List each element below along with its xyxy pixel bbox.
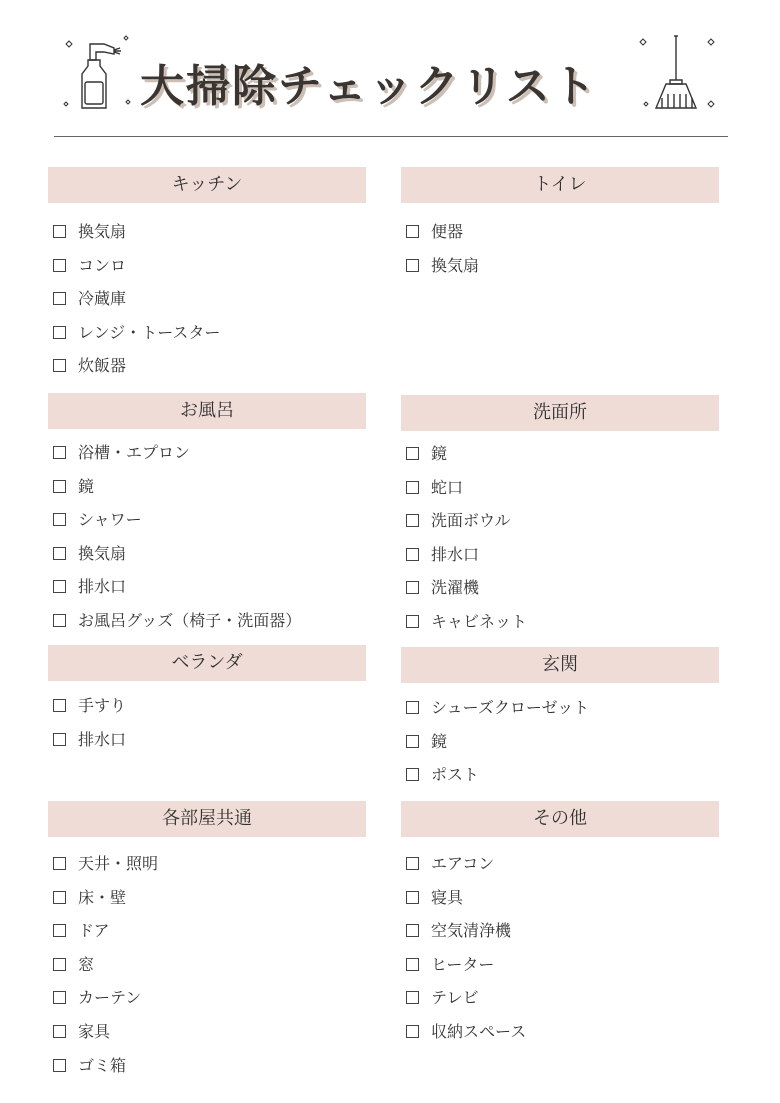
section-header: お風呂 (48, 393, 366, 429)
checklist-item-label: テレビ (431, 988, 479, 1008)
checklist-item (53, 321, 220, 345)
checkbox[interactable] (53, 924, 66, 937)
section-header: 玄関 (401, 647, 719, 683)
checklist-item-label: 洗濯機 (431, 578, 480, 597)
checklist-item (406, 886, 463, 910)
checkbox[interactable] (406, 225, 419, 238)
title-area (0, 0, 780, 140)
checkbox[interactable] (53, 857, 66, 870)
checklist-item-label: 炊飯器 (78, 356, 127, 375)
checklist-item-label: 排水口 (78, 577, 127, 596)
checklist-item (406, 254, 479, 278)
checkbox[interactable] (53, 359, 66, 372)
checklist-item (53, 919, 110, 943)
checkbox[interactable] (53, 733, 66, 746)
checklist-item-label: 鏡 (78, 476, 95, 496)
checkbox[interactable] (53, 225, 66, 238)
checklist-item-label: 鏡 (431, 444, 448, 463)
checklist-item-label: 洗面ボウル (431, 511, 511, 530)
checklist-item (406, 953, 494, 977)
checklist-item (53, 542, 126, 566)
checkbox[interactable] (406, 615, 419, 628)
checklist-item-label: 手すり (78, 696, 127, 715)
checkbox[interactable] (406, 958, 419, 971)
checkbox[interactable] (406, 924, 419, 937)
spray-bottle-icon (58, 34, 138, 116)
checkbox[interactable] (406, 857, 419, 870)
checklist-item-label: 鏡 (431, 731, 448, 751)
checklist-item (53, 220, 126, 244)
checklist-item-label: 寝具 (431, 887, 464, 907)
checklist-item-label: お風呂グッズ（椅子・洗面器） (78, 610, 302, 630)
checklist-item (406, 476, 463, 500)
checklist-item-label: 窓 (78, 954, 95, 974)
checkbox[interactable] (53, 580, 66, 593)
section-header: キッチン (48, 167, 366, 203)
checkbox[interactable] (406, 701, 419, 714)
checklist-item (406, 763, 479, 787)
checkbox[interactable] (406, 548, 419, 561)
checklist-item (406, 852, 494, 876)
checklist-item (406, 696, 589, 720)
checklist-item (406, 919, 511, 943)
page-title: 大掃除チェックリスト (140, 61, 598, 112)
checklist-item (406, 986, 479, 1010)
checkbox[interactable] (53, 891, 66, 904)
checklist-item-label: シャワー (78, 510, 142, 529)
checklist-item (53, 475, 94, 499)
section-header: 各部屋共通 (48, 801, 366, 837)
checklist-item-label: レンジ・トースター (78, 322, 221, 342)
checkbox[interactable] (53, 259, 66, 272)
checklist-item (53, 254, 126, 278)
checkbox[interactable] (406, 447, 419, 460)
checklist-item (406, 220, 463, 244)
checklist-item-label: ドア (78, 921, 110, 941)
section-header: その他 (401, 801, 719, 837)
checklist-item (53, 354, 126, 378)
section-header: トイレ (401, 167, 719, 203)
checklist-item-label: 換気扇 (78, 543, 127, 563)
checklist-item-label: 排水口 (431, 544, 480, 564)
checklist-item-label: 床・壁 (78, 887, 127, 907)
checklist-item-label: 排水口 (78, 729, 127, 749)
checklist-item-label: 蛇口 (431, 477, 464, 497)
checkbox[interactable] (406, 514, 419, 527)
checklist-item (53, 441, 190, 465)
broom-icon (636, 34, 722, 116)
checklist-item-label: カーテン (78, 988, 142, 1008)
checkbox[interactable] (53, 1025, 66, 1038)
checkbox[interactable] (406, 991, 419, 1004)
checklist-item (53, 508, 142, 532)
checklist-item (53, 287, 126, 311)
checklist-item-label: キャビネット (431, 611, 528, 631)
checklist-item (53, 953, 94, 977)
checklist-item (53, 609, 301, 633)
checklist-item (406, 1020, 526, 1044)
checklist-item (406, 610, 527, 634)
checklist-item-label: 天井・照明 (78, 854, 159, 873)
checkbox[interactable] (53, 480, 66, 493)
checkbox[interactable] (53, 699, 66, 712)
section-header: ベランダ (48, 645, 366, 681)
checklist-item-label: エアコン (431, 854, 495, 873)
checklist-item (53, 1054, 126, 1078)
checkbox[interactable] (406, 1025, 419, 1038)
checklist-item-label: 家具 (78, 1022, 111, 1041)
checkbox[interactable] (406, 581, 419, 594)
checkbox[interactable] (53, 513, 66, 526)
checklist-item-label: 換気扇 (431, 255, 480, 275)
checkbox[interactable] (406, 891, 419, 904)
checkbox[interactable] (53, 1059, 66, 1072)
checklist-item (406, 543, 479, 567)
checklist-item (406, 509, 511, 533)
checklist-item (406, 730, 447, 754)
checkbox[interactable] (53, 547, 66, 560)
checklist-item-label: ポスト (431, 765, 480, 784)
checkbox[interactable] (53, 292, 66, 305)
checklist-item-label: シューズクローゼット (431, 698, 590, 717)
section-header: 洗面所 (401, 395, 719, 431)
checklist-item (53, 694, 126, 718)
checkbox[interactable] (53, 614, 66, 627)
checklist-item-label: ヒーター (431, 954, 495, 974)
checklist-item (406, 442, 447, 466)
checklist-item-label: ゴミ箱 (78, 1055, 127, 1075)
checklist-item-label: コンロ (78, 255, 127, 275)
checklist-item (53, 1020, 110, 1044)
checkbox[interactable] (406, 735, 419, 748)
checkbox[interactable] (53, 446, 66, 459)
checklist-item-label: 収納スペース (431, 1022, 527, 1041)
title-divider (54, 136, 728, 137)
checklist-item (53, 852, 158, 876)
checkbox[interactable] (406, 768, 419, 781)
checklist-item (53, 728, 126, 752)
checklist-item (53, 575, 126, 599)
checkbox[interactable] (406, 481, 419, 494)
checklist-item-label: 空気清浄機 (431, 921, 512, 941)
checklist-item-label: 浴槽・エプロン (78, 443, 191, 462)
checkbox[interactable] (53, 991, 66, 1004)
checkbox[interactable] (406, 259, 419, 272)
checkbox[interactable] (53, 326, 66, 339)
checklist-item-label: 便器 (431, 222, 464, 241)
checklist-item (53, 886, 126, 910)
checkbox[interactable] (53, 958, 66, 971)
checklist-item-label: 冷蔵庫 (78, 289, 127, 308)
checklist-item (406, 576, 479, 600)
checklist-item (53, 986, 141, 1010)
checklist-item-label: 換気扇 (78, 222, 127, 241)
